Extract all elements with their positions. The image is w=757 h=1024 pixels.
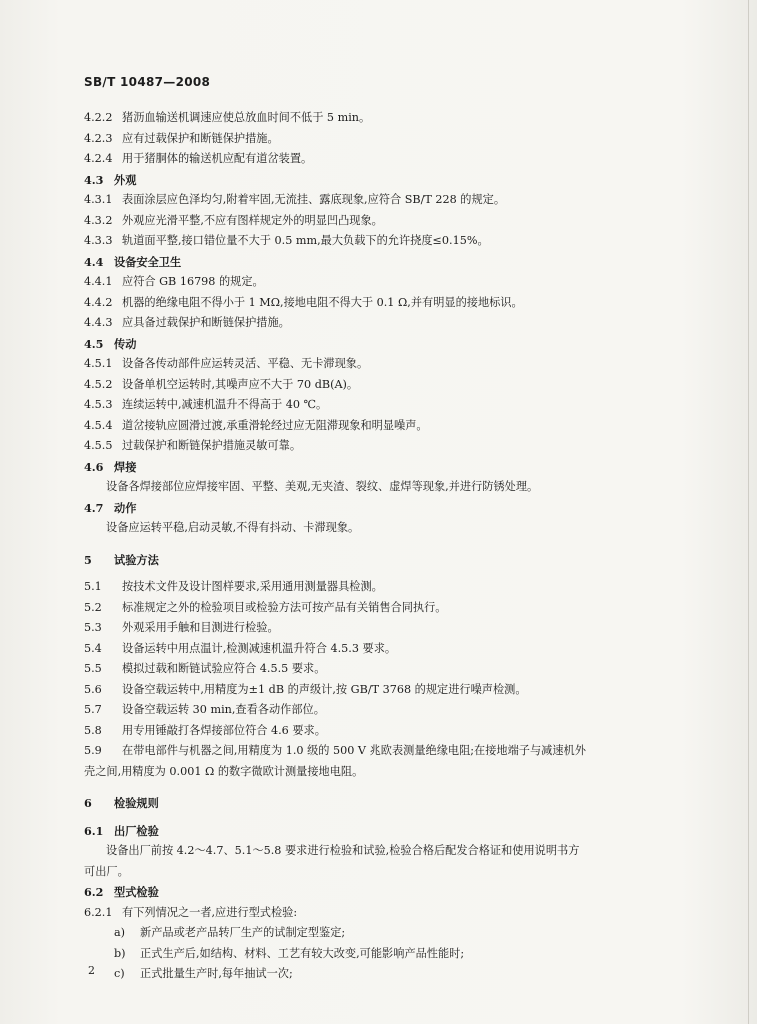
paragraph-6-1: 设备出厂前按 4.2～4.7、5.1～5.8 要求进行检验和试验,检验合格后配发合格证和使用说明书方 <box>106 844 580 857</box>
clause-5-2: 5.2 标准规定之外的检验项目或检验方法可按产品有关销售合同执行。 <box>84 600 447 614</box>
heading-4-7: 4.7 动作 <box>84 500 137 515</box>
list-item-a: a) 新产品或老产品转厂生产的试制定型鉴定; <box>114 926 346 939</box>
clause-5-8: 5.8 用专用锤敲打各焊接部位符合 4.6 要求。 <box>84 723 326 737</box>
scan-edge <box>748 0 749 1024</box>
section-6-heading: 6 检验规则 <box>84 796 159 810</box>
clause-4-5-1: 4.5.1 设备各传动部件应运转灵活、平稳、无卡滞现象。 <box>84 357 369 370</box>
document-body <box>84 108 674 985</box>
paragraph-4-7: 设备应运转平稳,启动灵敏,不得有抖动、卡滞现象。 <box>106 521 360 534</box>
clause-5-7: 5.7 设备空载运转 30 min,查看各动作部位。 <box>84 703 325 716</box>
clause-4-2-3: 4.2.3 应有过载保护和断链保护措施。 <box>84 131 279 145</box>
heading-4-6: 4.6 焊接 <box>84 459 137 474</box>
paragraph-4-6: 设备各焊接部位应焊接牢固、平整、美观,无夹渣、裂纹、虚焊等现象,并进行防锈处理。 <box>106 480 539 493</box>
page-number: 2 <box>88 964 95 977</box>
clause-4-2-4: 4.2.4 用于猪胴体的输送机应配有道岔装置。 <box>84 152 313 165</box>
clause-5-9-continued: 壳之间,用精度为 0.001 Ω 的数字微欧计测量接地电阻。 <box>84 764 364 778</box>
clause-5-1: 5.1 按技术文件及设计图样要求,采用通用测量器具检测。 <box>84 580 383 593</box>
clause-4-5-2: 4.5.2 设备单机空运转时,其噪声应不大于 70 dB(A)。 <box>84 377 359 391</box>
clause-5-4: 5.4 设备运转中用点温计,检测减速机温升符合 4.5.3 要求。 <box>84 641 397 655</box>
clause-5-5: 5.5 模拟过载和断链试验应符合 4.5.5 要求。 <box>84 662 326 675</box>
clause-5-6: 5.6 设备空载运转中,用精度为±1 dB 的声级计,按 GB/T 3768 的规定进行噪声检测。 <box>84 682 527 696</box>
heading-4-5: 4.5 传动 <box>84 336 137 351</box>
list-item-b: b) 正式生产后,如结构、材料、工艺有较大改变,可能影响产品性能时; <box>114 946 465 960</box>
clause-5-9: 5.9 在带电部件与机器之间,用精度为 1.0 级的 500 V 兆欧表测量绝缘电阻;在接地端子与减速机外 <box>84 744 586 757</box>
clause-4-5-4: 4.5.4 道岔接轨应圆滑过渡,承重滑轮经过应无阻滞现象和明显噪声。 <box>84 418 428 432</box>
section-5-heading: 5 试验方法 <box>84 552 159 567</box>
heading-6-1: 6.1 出厂检验 <box>84 823 159 838</box>
clause-5-3: 5.3 外观采用手触和目测进行检验。 <box>84 621 279 634</box>
clause-4-5-5: 4.5.5 过载保护和断链保护措施灵敏可靠。 <box>84 439 302 452</box>
clause-4-3-1: 4.3.1 表面涂层应色泽均匀,附着牢固,无流挂、露底现象,应符合 SB/T 228 的规定。 <box>84 193 506 206</box>
paragraph-6-1-continued: 可出厂。 <box>84 864 129 878</box>
clause-4-5-3: 4.5.3 连续运转中,减速机温升不得高于 40 ℃。 <box>84 398 328 411</box>
clause-6-2-1: 6.2.1 有下列情况之一者,应进行型式检验: <box>84 905 298 919</box>
clause-4-3-2: 4.3.2 外观应光滑平整,不应有图样规定外的明显凹凸现象。 <box>84 213 383 227</box>
clause-4-2-2: 4.2.2 猪沥血输送机调速应使总放血时间不低于 5 min。 <box>84 111 371 124</box>
list-item-c: c) 正式批量生产时,每年抽试一次; <box>114 967 293 980</box>
clause-4-4-1: 4.4.1 应符合 GB 16798 的规定。 <box>84 275 264 288</box>
heading-4-4: 4.4 设备安全卫生 <box>84 254 182 269</box>
clause-4-4-3: 4.4.3 应具备过载保护和断链保护措施。 <box>84 316 290 329</box>
clause-4-3-3: 4.3.3 轨道面平整,接口错位量不大于 0.5 mm,最大负载下的允许挠度≤0.15%。 <box>84 234 489 247</box>
clause-4-4-2: 4.4.2 机器的绝缘电阻不得小于 1 MΩ,接地电阻不得大于 0.1 Ω,并有明显的接地标识。 <box>84 295 523 309</box>
standard-code-header: SB/T 10487—2008 <box>84 75 211 89</box>
heading-4-3: 4.3 外观 <box>84 172 137 187</box>
heading-6-2: 6.2 型式检验 <box>84 885 159 899</box>
